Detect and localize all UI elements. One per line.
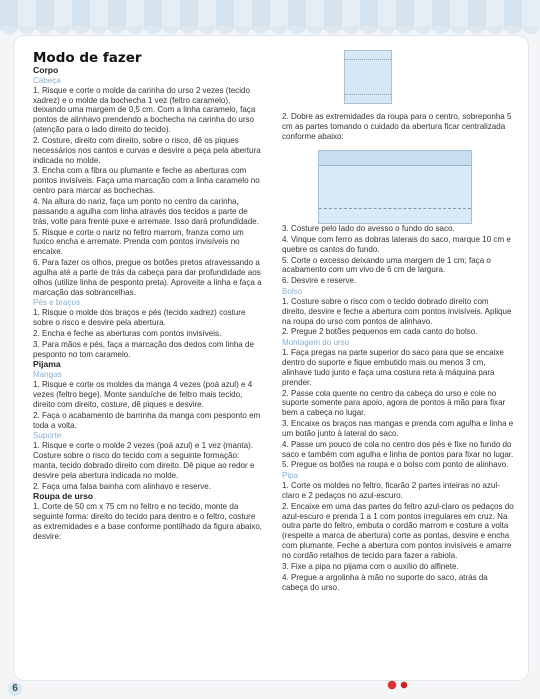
step: 2. Encha e feche as aberturas com pontos invisíveis. [33,328,222,338]
step: 2. Faça o acabamento de barrinha da manga com pesponto em toda a volta. [33,410,261,430]
step: 2. Costure, direito com direito, sobre o risco, dê os piques necessários nos cantos e curvas e desvire a peça pela abertura indicada no molde. [33,135,261,165]
subsection-cabeca: Cabeça [33,75,61,85]
step: 1. Risque e corte os moldes da manga 4 vezes (poá azul) e 4 vezes (feltro bege). Monte sanduíche de feltro mais tecido, direito com direito, costure, dê piques e desvire. [33,380,253,409]
bow-decoration-icon [382,676,444,694]
step: 1. Costure sobre o risco com o tecido dobrado direito com direito, desvire e feche a abertura com pontos invisíveis. Aplique na roupa do urso com pontos de alinhavo. [282,296,512,326]
subsection-montagem: Montagem do urso [282,338,350,348]
decorative-top-border [0,0,540,30]
step: 2. Encaixe em uma das partes do feltro azul-claro os pedaços do azul-escuro e prenda 1 a 1 com pontos irregulares em cruz. Na outra parte do feltro, embuta o cordão marrom e costure a volta (respeite a marca de abertura) corte as pontas, desvire e encha com plumante. Feche a abertura com pontos invisíveis e amarre no cordão retalhos de tecido para fazer a rabiola. [282,501,514,560]
page-title: Modo de fazer [33,50,142,66]
fabric-diagram-top [344,50,392,104]
step: 5. Risque e corte o nariz no feltro marrom, franza como um fuxico encha e arremate. Prenda com pontos invisíveis no encaixe. [33,227,244,257]
subsection-mangas: Mangas [33,370,62,380]
step: 4. Na altura do nariz, faça um ponto no centro da carinha, passando a agulha com linha através dos tecidos a parte de trás, volte para frente puxe e arremate. Isso dará profundidade. [33,196,259,226]
step: 1. Faça pregas na parte superior do saco para que se encaixe dentro do suporte e fique embutido mais ou menos 3 cm, alinhave tudo junto e faça uma costura reta à máquina para prender. [282,348,504,387]
right-column [282,224,514,593]
step: 3. Costure pelo lado do avesso o fundo do saco. [282,224,455,233]
step: 3. Para mãos e pés, faça a marcação dos dedos com linha de pesponto no tom caramelo. [33,339,254,359]
step: 6. Desvire e reserve. [282,276,357,286]
step: 4. Pregue a argolinha à mão no suporte do saco, atrás da cabeça do urso. [282,572,488,592]
step: 4. Vinque com ferro as dobras laterais do saco, marque 10 cm e quebre os cantos do fundo. [282,234,511,254]
subsection-pes-bracos: Pés e braços [33,298,80,308]
step: 1. Risque o molde dos braços e pés (tecido xadrez) costure sobre o risco e desvire pela abertura. [33,308,246,328]
step: 4. Passe um pouco de cola no centro dos pés e fixe no fundo do saco e também com agulha e linha de pontos para fixar no lugar. [282,439,514,459]
step: 6. Para fazer os olhos, pregue os botões pretos atravessando a agulha até a parte de trás da cabeça para dar profundidade aos olhos (utilize linha de pesponto preta). Aproveite a linha e faça a marcação das sobrancelhas. [33,258,262,297]
step: 2. Dobre as extremidades da roupa para o centro, sobreponha 5 cm as partes tomando o cuidado da abertura ficar centralizada conforme abaixo: [282,112,512,141]
section-roupa: Roupa de urso [33,491,94,502]
step: 5. Pregue os botões na roupa e o bolso com ponto de alinhavo. [282,460,509,470]
subsection-pipa: Pipa [282,471,299,481]
step: 3. Encaixe os braços nas mangas e prenda com agulha e linha e um botão junto à lateral do saco. [282,419,514,438]
subsection-suporte: Suporte [33,431,62,441]
step: 1. Risque e corte o molde da carinha do urso 2 vezes (tecido xadrez) e o molde da bochecha 1 vez (feltro caramelo), deixando uma margem de 0,5 cm. Com a linha caramelo, faça pontos de alinhavo prendendo a bochecha na carinha do urso (atenção para o lado direito do tecido). [33,85,256,135]
subsection-bolso: Bolso [282,287,303,297]
fabric-diagram-folded [318,150,472,224]
step: 1. Risque e corte o molde 2 vezes (poá azul) e 1 vez (manta). Costure sobre o risco do tecido com a seguinte formação: manta, tecido dobrado direito com direito. Dê pique ao redor e desvire pela abertura indicada no molde. [33,441,255,480]
seam-line [319,208,471,209]
section-corpo: Corpo [33,65,59,75]
section-pijama: Pijama [33,359,61,370]
step: 1. Corte de 50 cm x 75 cm no feltro e no tecido, monte da seguinte forma: direito do tecido para dentro e o feltro, costure as extremidades e a base conforme pontilhado da figura abaixo, desvire: [33,502,263,541]
right-top-text [282,112,514,143]
page-number: 6 [8,682,22,696]
step: 5. Corte o excesso deixando uma margem de 1 cm; faça o acabamento com um vivo de 6 cm de largura. [282,255,491,275]
step: 3. Encha com a fibra ou plumante e feche as aberturas com pontos invisíveis. Faça uma marcação com a linha caramelo no centro para marcar as bochechas. [33,166,260,196]
step: 3. Fixe a pipa no pijama com o auxílio do alfinete. [282,561,459,571]
fold-flap [319,151,471,166]
step: 2. Faça uma falsa bainha com alinhavo e reserve. [33,481,212,491]
left-column [33,50,263,543]
step: 2. Passe cola quente no centro da cabeça do urso e cole no suporte somente para apoio, agora de pontos à mão para fixar bem a cabeça no lugar. [282,388,506,418]
step: 2. Pregue 2 botões pequenos em cada canto do bolso. [282,327,478,337]
step: 1. Corte os moldes no feltro, ficarão 2 partes inteiras no azul-claro e 2 pedaços no azul-escuro. [282,481,500,500]
